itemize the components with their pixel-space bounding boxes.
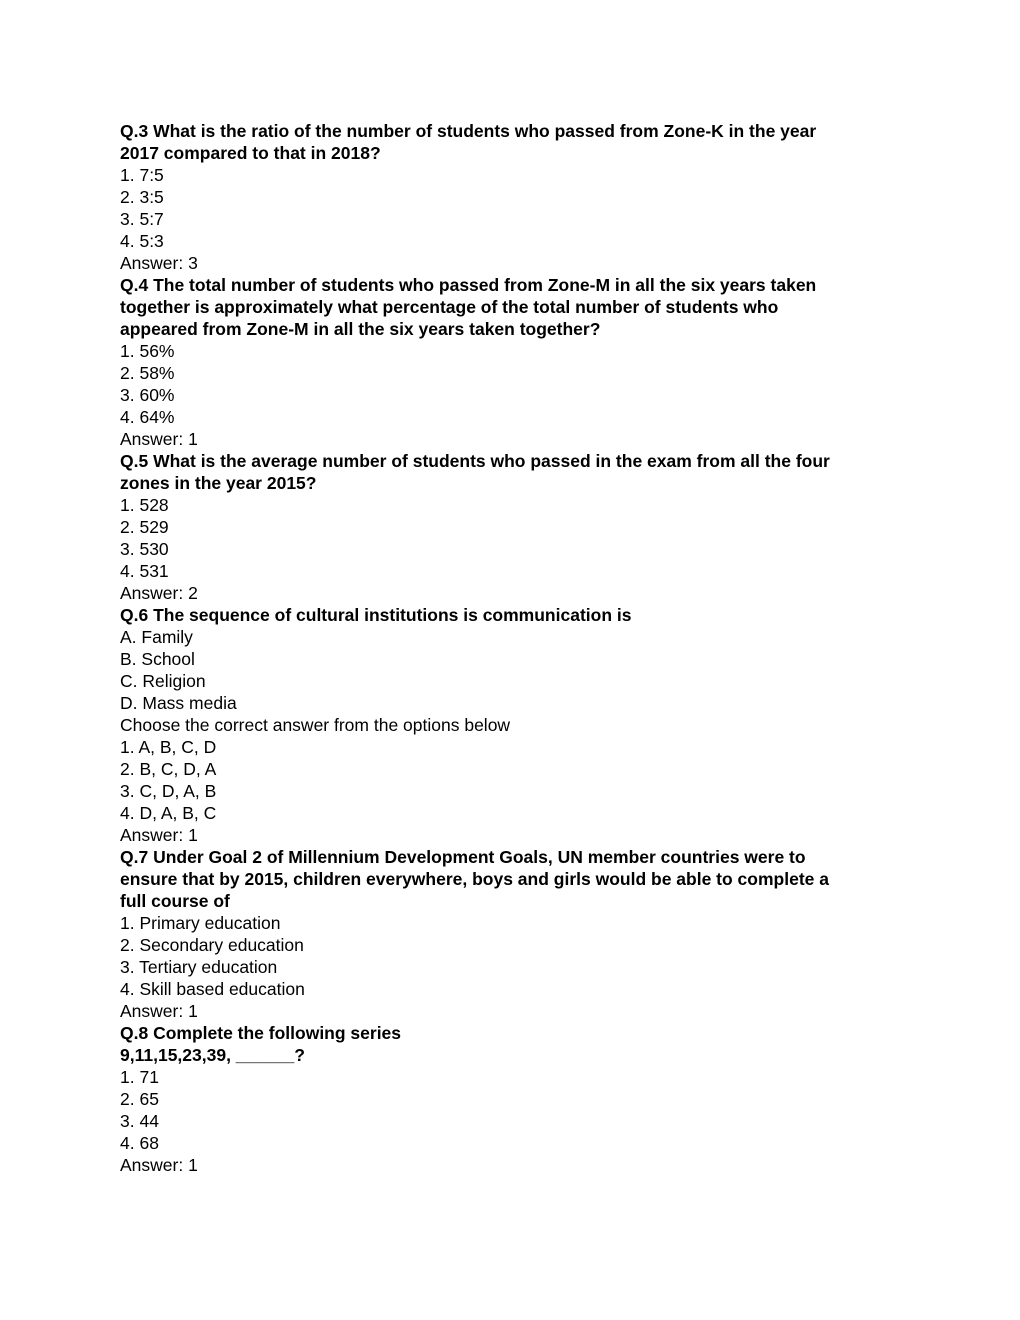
document-page xyxy=(120,120,910,1176)
option-1: 1. Primary education xyxy=(120,913,281,933)
question-text: appeared from Zone-M in all the six years taken together? xyxy=(120,319,601,339)
option-2: 2. 58% xyxy=(120,363,175,383)
question-text: Q.7 Under Goal 2 of Millennium Development Goals, UN member countries were to xyxy=(120,847,806,867)
answer-text: Answer: 1 xyxy=(120,1001,198,1021)
option-3: 3. 44 xyxy=(120,1111,159,1131)
statement-a: A. Family xyxy=(120,627,193,647)
question-text: Q.3 What is the ratio of the number of students who passed from Zone-K in the year xyxy=(120,121,817,141)
option-2: 2. 3:5 xyxy=(120,187,164,207)
answer-text: Answer: 1 xyxy=(120,1155,198,1175)
option-1: 1. 528 xyxy=(120,495,169,515)
option-4: 4. 531 xyxy=(120,561,169,581)
question-text: 9,11,15,23,39, ______? xyxy=(120,1045,305,1065)
option-3: 3. 530 xyxy=(120,539,169,559)
option-2: 2. 65 xyxy=(120,1089,159,1109)
instruction-text: Choose the correct answer from the options below xyxy=(120,715,511,735)
question-text: Q.4 The total number of students who passed from Zone-M in all the six years taken xyxy=(120,275,817,295)
option-4: 4. 5:3 xyxy=(120,231,164,251)
answer-text: Answer: 2 xyxy=(120,583,198,603)
option-2: 2. Secondary education xyxy=(120,935,304,955)
question-block-q5 xyxy=(120,450,910,604)
answer-text: Answer: 3 xyxy=(120,253,198,273)
question-text: Q.6 The sequence of cultural institutions is communication is xyxy=(120,605,632,625)
option-4: 4. Skill based education xyxy=(120,979,305,999)
statement-d: D. Mass media xyxy=(120,693,237,713)
option-1: 1. 7:5 xyxy=(120,165,164,185)
answer-text: Answer: 1 xyxy=(120,825,198,845)
question-text: together is approximately what percentage of the total number of students who xyxy=(120,297,779,317)
question-block-q4 xyxy=(120,274,910,450)
option-1: 1. A, B, C, D xyxy=(120,737,217,757)
question-text: Q.8 Complete the following series xyxy=(120,1023,402,1043)
statement-c: C. Religion xyxy=(120,671,206,691)
question-text: 2017 compared to that in 2018? xyxy=(120,143,381,163)
option-4: 4. 64% xyxy=(120,407,175,427)
option-1: 1. 56% xyxy=(120,341,175,361)
question-block-q7 xyxy=(120,846,910,1022)
question-block-q6 xyxy=(120,604,910,846)
option-4: 4. D, A, B, C xyxy=(120,803,217,823)
answer-text: Answer: 1 xyxy=(120,429,198,449)
question-text: zones in the year 2015? xyxy=(120,473,317,493)
statement-b: B. School xyxy=(120,649,195,669)
question-block-q3 xyxy=(120,120,910,274)
option-1: 1. 71 xyxy=(120,1067,159,1087)
option-2: 2. 529 xyxy=(120,517,169,537)
question-block-q8 xyxy=(120,1022,910,1176)
option-3: 3. Tertiary education xyxy=(120,957,278,977)
option-3: 3. C, D, A, B xyxy=(120,781,217,801)
question-text: ensure that by 2015, children everywhere, boys and girls would be able to complete a xyxy=(120,869,829,889)
option-2: 2. B, C, D, A xyxy=(120,759,217,779)
question-text: full course of xyxy=(120,891,230,911)
option-4: 4. 68 xyxy=(120,1133,159,1153)
option-3: 3. 60% xyxy=(120,385,175,405)
question-text: Q.5 What is the average number of students who passed in the exam from all the four xyxy=(120,451,830,471)
option-3: 3. 5:7 xyxy=(120,209,164,229)
